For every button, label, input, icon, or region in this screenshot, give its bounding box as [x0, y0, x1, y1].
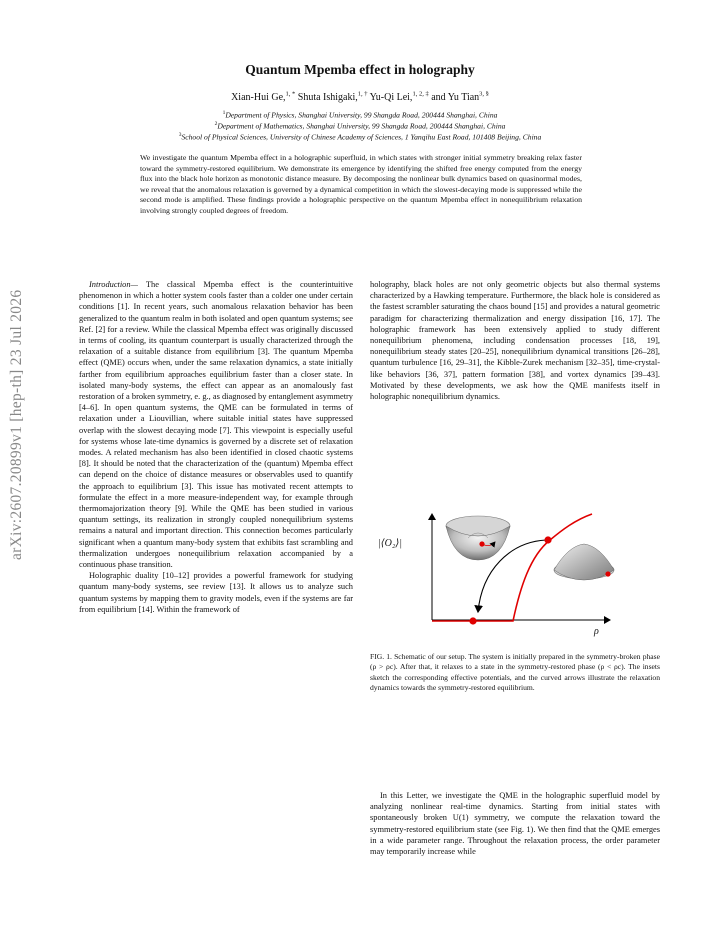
figure-caption: FIG. 1. Schematic of our setup. The system is initially prepared in the symmetry-broken phase (ρ > ρc). After that, it relaxes to a state in the symmetry-restored phase (ρ < ρc). The insets sketch the corresponding effective potentials, and the curved arrows illustrate the relaxation dynamics towards the symmetry-restored equilibrium. — [370, 652, 660, 692]
author: Shuta Ishigaki,$^{1, \dagger}$ — [297, 91, 368, 104]
inset-bowl — [554, 544, 614, 580]
affiliation: $^2$Department of Mathematics, Shanghai University, 99 Shangda Road, 200444 Shanghai, China — [214, 121, 506, 131]
body-paragraph: Holographic duality [10–12] provides a powerful framework for studying quantum many-body systems, see review [13]. It allows us to analyze such quantum systems by mapping them to gravity models, even if the systems are far from equilibrium [14]. Within the framework of — [79, 571, 353, 614]
author: Xian-Hui Ge,$^{1, *}$ — [231, 91, 296, 104]
section-label: Introduction— — [89, 280, 139, 289]
left-column — [79, 279, 353, 615]
final-state-point — [469, 617, 476, 624]
paper-title: Quantum Mpemba effect in holography — [245, 62, 475, 77]
initial-state-point — [544, 536, 551, 543]
author: Yu-Qi Lei,$^{1, 2, \ddagger}$ — [369, 91, 429, 104]
author: and Yu Tian$^{3, \S}$ — [431, 91, 489, 104]
figure-1 — [370, 508, 660, 643]
inset-mexican-hat — [446, 516, 510, 560]
right-column-top — [370, 279, 660, 402]
affiliation: $^1$Department of Physics, Shanghai University, 99 Shangda Road, 200444 Shanghai, China — [222, 110, 498, 120]
abstract: We investigate the quantum Mpemba effect in a holographic superfluid, in which states with stronger initial symmetry breaking relax faster toward the symmetry-restored equilibrium. We demonstrate its emergence by identifying the shifted free energy computed from the energy flux into the black hole horizon as monotonic distance measure. By decomposing the nonlinear bulk dynamics based on quasinormal modes, we reveal that the anomalous relaxation is governed by a dynamical competition in which the slowest-decaying mode is suppressed while the second mode is amplified. These findings provide a holographic perspective on the quantum Mpemba effect in nonequilibrium relaxation involving strongly coupled degrees of freedom. — [140, 153, 582, 215]
x-axis-label: ρ — [594, 626, 599, 637]
body-paragraph: In this Letter, we investigate the QME in the holographic superfluid model by analyzing nonlinear real-time dynamics. Starting from initial states with spontaneously broken U(1) symmetry, we compute the relaxation toward the symmetry-restored equilibrium state (see Fig. 1). We then find that the QME emerges in a wide parameter range. Throughout the relaxation process, the order parameter may temporarily increase while — [370, 791, 660, 857]
right-column-bottom — [370, 790, 660, 857]
body-paragraph: holography, black holes are not only geometric objects but also thermal systems characterized by a Hawking temperature. Furthermore, the black hole is considered as the fastest scrambler saturating the chaos bound [15] and provides a natural geometric paradigm for characterizing thermalization and energy dissipation [16, 17]. The holographic framework has been extensively applied to study different nonequilibrium phenomena, including condensation processes [18, 19], nonequilibrium steady states [20–25], nonequilibrium dynamical transitions [26–28], quantum turbulence [16, 29–31], the Kibble-Zurek mechanism [32–35], time-crystal-like behaviors [36, 37], pattern formation [38], and vortex dynamics [39–43]. Motivated by these developments, we ask how the QME manifests itself in holographic nonequilibrium dynamics. — [370, 280, 660, 402]
intro-paragraph: Introduction— The classical Mpemba effect is the counterintuitive phenomenon in which a hotter system cools faster than a colder one under certain conditions [1]. In recent years, such anomalous relaxation behavior has been generalized to the quantum realm in both isolated and open quantum systems; see Ref. [2] for a review. While the classical Mpemba effect was originally discussed in terms of cooling, its quantum counterpart is usually characterized through the relaxation of a suitable distance from equilibrium [3]. The quantum Mpemba effect (QME) occurs when, under the same relaxation dynamics, a state initially farther from equilibrium approaches equilibrium faster than a closer state. In isolated many-body systems, the effect can appear as an anomalously fast restoration of a broken symmetry, e. g., as diagnosed by entanglement asymmetry [4–6]. In open quantum systems, the QME can be formulated in terms of relaxation under a Liouvillian, where suitable initial states have suppressed overlap with the slowest decaying mode [7]. This viewpoint is especially useful for systems whose late-time dynamics is governed by a discrete set of relaxation modes. A related mechanism has also been identified in closed chaotic systems [8]. It should be noted that the characterization of the (quantum) Mpemba effect can depend on the choice of distance measures or observables used to quantify the approach to equilibrium [3]. This issue has motivated recent attempts to formulate the effect in a more measure-independent way, for example through thermomajorization theory [9]. While the QME has been studied in various quantum settings, its realization in strongly coupled nonequilibrium systems remains a natural and important direction. This connection becomes particularly significant when a quantum many-body system that exhibits fast scrambling and thermalization undergoes nonequilibrium relaxation accompanied by a continuous phase transition. — [79, 280, 353, 570]
schematic-graphic — [370, 508, 660, 643]
y-axis-label: |⟨O₂⟩| — [378, 538, 402, 549]
author-list — [0, 91, 720, 103]
arxiv-identifier: arXiv:2607.20899v1 [hep-th] 23 Jul 2026 — [8, 289, 25, 560]
affiliation: $^3$School of Physical Sciences, University of Chinese Academy of Sciences, 1 Yanqihu East Road, 101408 Beijing, China — [178, 132, 542, 142]
